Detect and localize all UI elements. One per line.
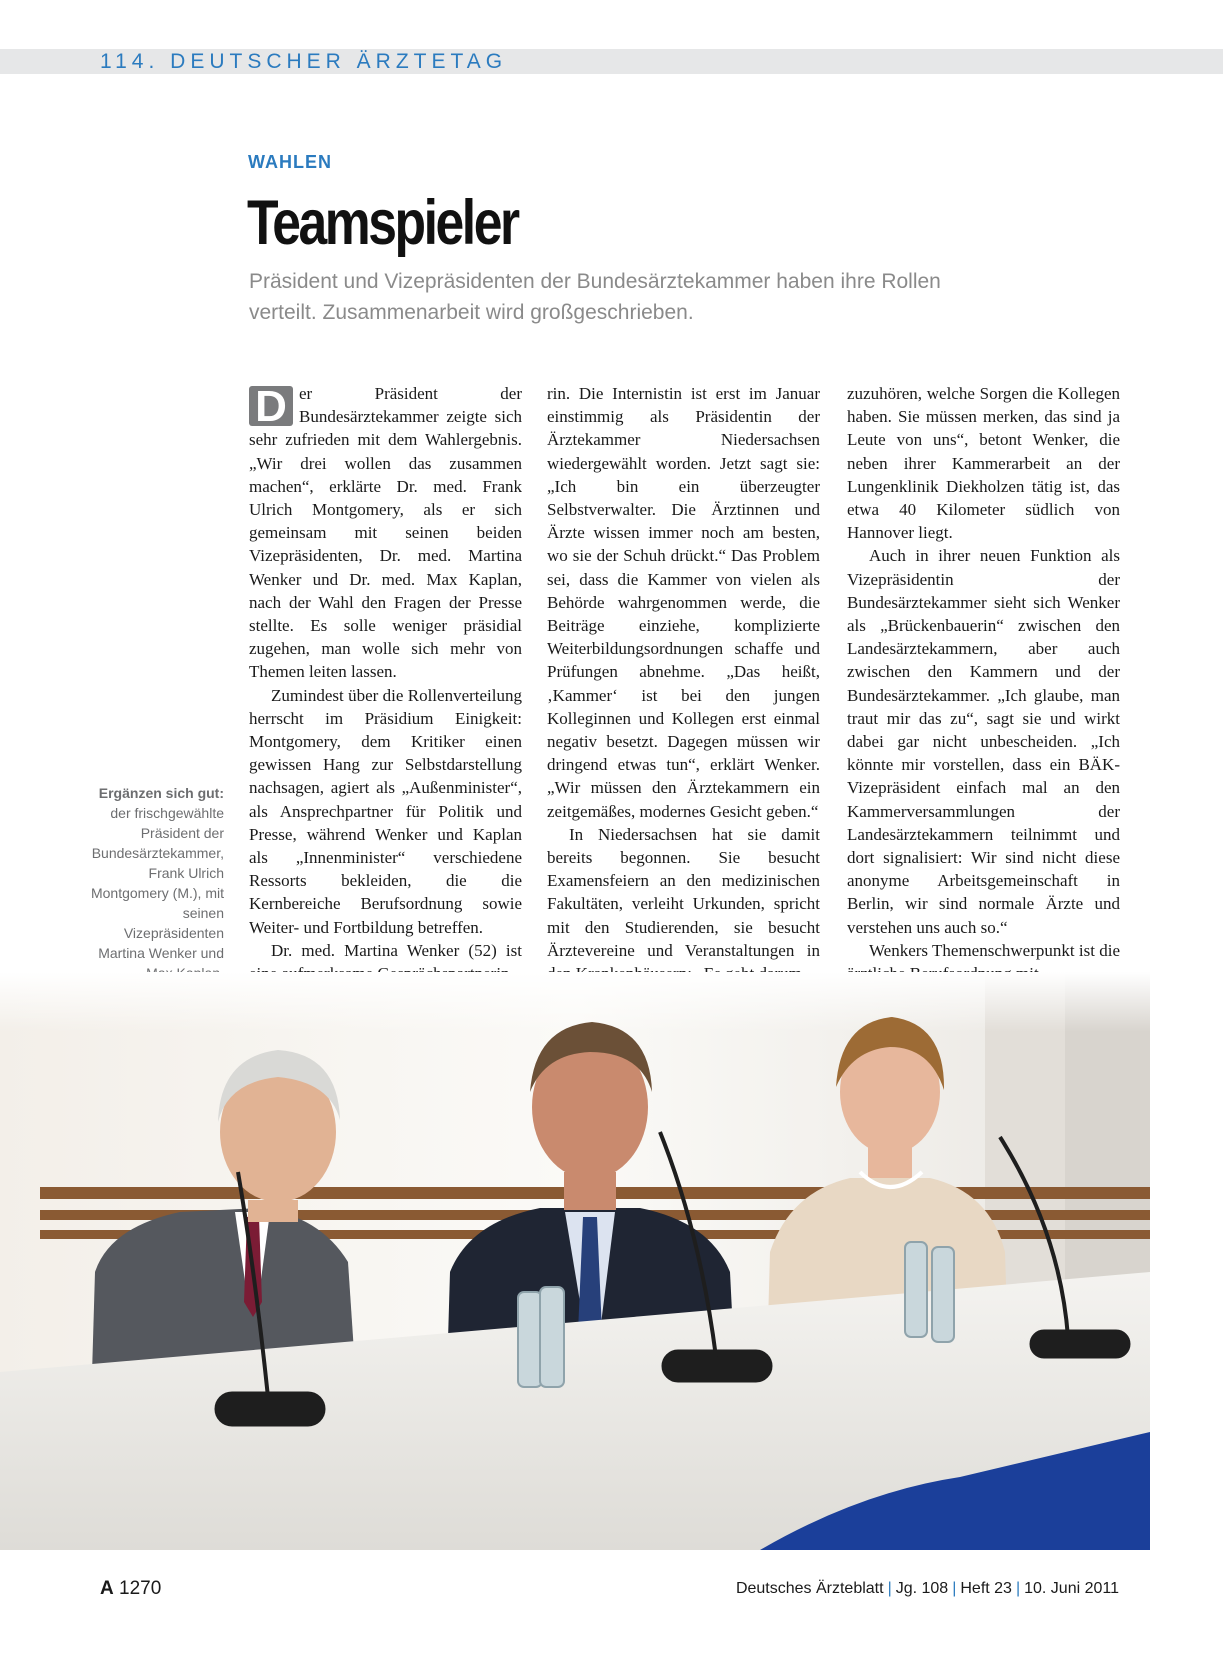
article-title: Teamspieler: [247, 188, 518, 258]
article-lead: Präsident und Vizepräsidenten der Bundesärztekammer haben ihre Rollen verteilt. Zusammenarbeit wird großgeschrieben.: [249, 270, 941, 324]
paragraph: Auch in ihrer neuen Funktion als Vizepräsidentin der Bundesärztekammer sieht sich Wenker als „Brückenbauerin“ zwischen den Landesärztekammern, aber auch zwischen den Kammern und der Bundesärztekammer. „Ich glaube, man traut mir das zu“, sagt sie und wirkt dabei gar nicht unbescheiden. „Ich könnte mir vorstellen, dass ein BÄK-Vizepräsident einfach mal an den Kammerversammlungen der Landesärztekammern teilnimmt und dort signalisiert: Wir sind nicht diese anonyme Arbeitsgemeinschaft in Berlin, wir sind normale Ärzte und verstehen uns auch so.“: [847, 546, 1120, 937]
photo-caption: [80, 783, 224, 983]
paragraph: Dr. med. Martina Wenker (52) ist: [271, 940, 522, 960]
page-number-value: 1270: [119, 1578, 162, 1599]
paragraph: [249, 382, 522, 684]
text-column-3: [847, 382, 1120, 988]
paragraph: zuzuhören, welche Sorgen die Kollegen haben. Sie müssen merken, das sind ja Leute von uns“, betont Wenker, die neben ihrer Kammerarbeit an der Lungenklinik Diekholzen tätig ist, das etwa 40 Kilometer südlich von Hannover liegt.: [847, 384, 1120, 543]
journal-issue: Heft 23: [960, 1580, 1012, 1597]
journal-date: 10. Juni 2011: [1024, 1580, 1119, 1597]
separator: |: [952, 1580, 957, 1597]
caption-label: Ergänzen sich gut:: [98, 785, 224, 801]
journal-volume: Jg. 108: [895, 1580, 949, 1597]
text-column-1: [249, 382, 522, 988]
paragraph: In Niedersachsen hat sie damit bereits begonnen. Sie besucht Examensfeiern an den medizinischen Fakultäten, verleiht Urkunden, spricht mit den Studierenden, sie besucht Ärztevereine und Veranstaltungen in: [547, 824, 820, 960]
separator: |: [1015, 1580, 1021, 1597]
paragraph: Wenkers Themenschwerpunkt ist die: [869, 940, 1120, 960]
section-header: 114. DEUTSCHER ÄRZTETAG: [100, 50, 508, 73]
page-prefix: A: [100, 1578, 114, 1599]
caption-text: der frischgewählte Präsident der Bundesärztekammer, Frank Ulrich Montgomery (M.), mit seinen Vizepräsidenten Martina Wenker und: [90, 805, 224, 961]
paragraph: rin. Die Internistin ist erst im Januar einstimmig als Präsidentin der Ärztekammer Niedersachsen wiedergewählt worden. Jetzt sagt sie: „Ich bin ein überzeugter Selbstverwalter. Die Ärztinnen und Ärzte wissen immer noch am besten, wo sie der Schuh drückt.“ Das Problem sei, dass die Kammer von vielen als Behörde wahrgenommen werde, die Beiträge einziehe, komplizierte Weiterbildungsordnungen schaffe und Prüfungen abnehme. „Das heißt, ‚Kammer‘ ist bei den jungen Kolleginnen und Kollegen erst einmal negativ besetzt. Dagegen müssen wir dringend etwas tun“, erklärt Wenker. „Wir müssen den Ärztekammern ein zeitgemäßes, modernes Gesicht geben.“: [547, 384, 820, 821]
article-photo: [0, 972, 1150, 1550]
journal-name: Deutsches Ärzteblatt: [735, 1580, 884, 1597]
article-kicker: WAHLEN: [248, 152, 332, 172]
text-column-2: [547, 382, 820, 988]
paragraph: Zumindest über die Rollenverteilung herrscht im Präsidium Einigkeit: Montgomery, dem Kritiker einen gewissen Hang zur Selbstdarstellung nachsagen, agiert als „Außenminister“, als Ansprechpartner für Politik und Presse, während Wenker und Kaplan als „Innenminister“ verschiedene Ressorts bekleiden, die die Kernbereiche Berufsordnung sowie Weiter- und Fortbildung betreffen.: [249, 685, 522, 937]
journal-info: [736, 1580, 1119, 1598]
separator: |: [887, 1580, 892, 1597]
page-number: [100, 1578, 161, 1600]
paragraph-text: er Präsident der Bundesärztekammer zeigte sich sehr zufrieden mit dem Wahlergebnis. „Wir drei wollen das zusammen machen“, erklärte Dr. med. Frank Ulrich Montgomery, als er sich gemeinsam mit seinen beiden Vizepräsidenten, Dr. med. Martina Wenker und Dr. med. Max Kaplan, nach der Wahl den Fragen der Presse stellte. Es solle weniger präsidial zugehen, man wolle sich mehr von Themen leiten lassen.: [249, 384, 522, 682]
drop-cap: D: [249, 386, 293, 426]
